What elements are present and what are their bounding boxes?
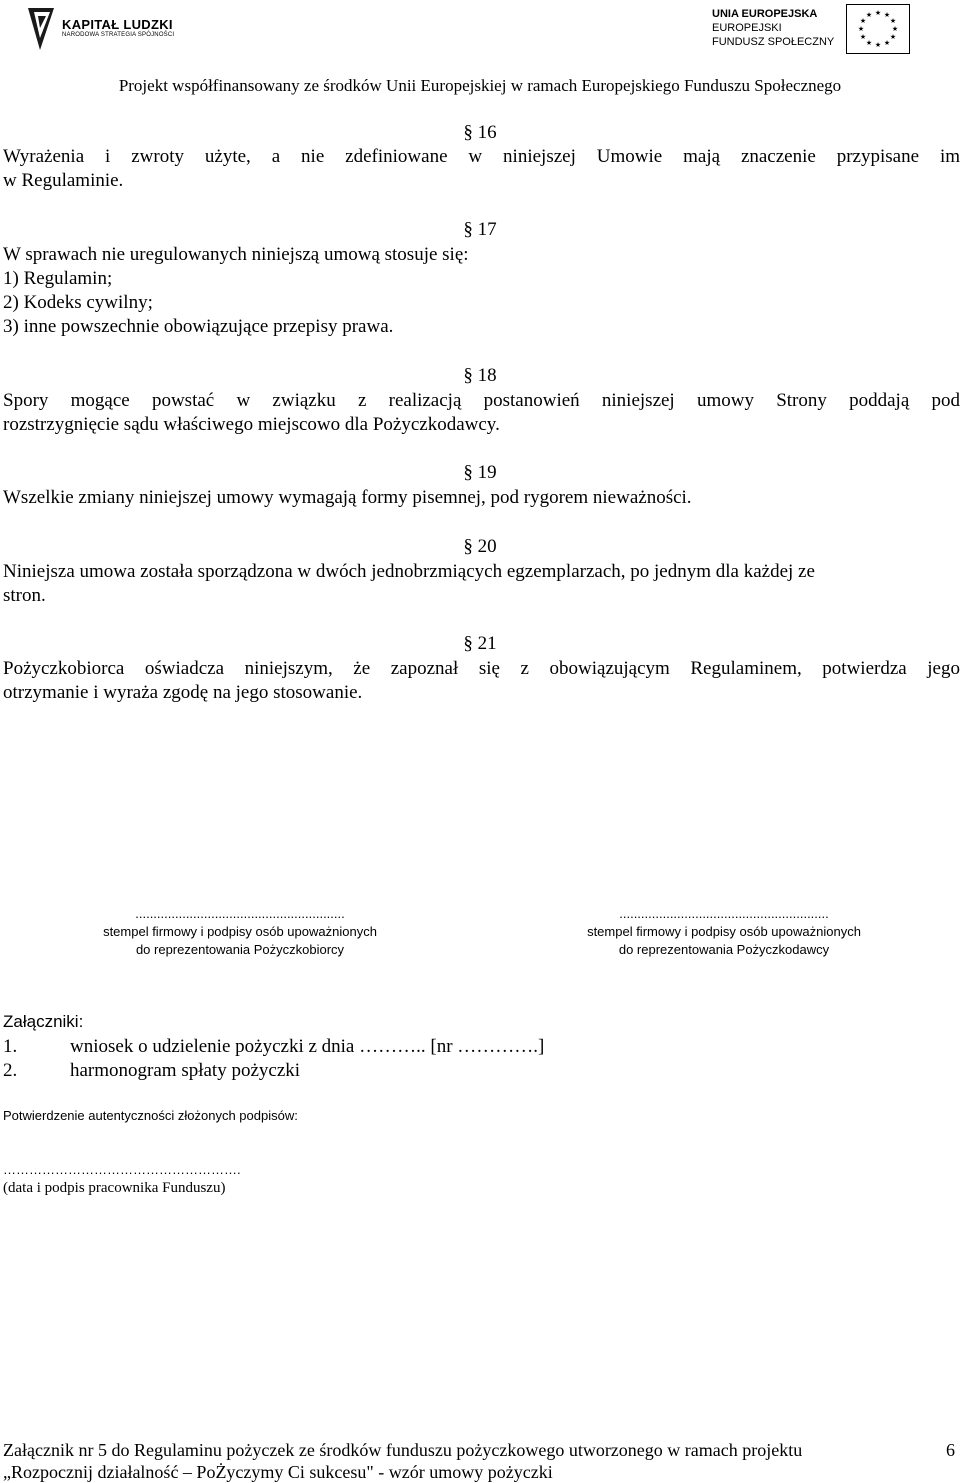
cofinancing-note: Projekt współfinansowany ze środków Unii Europejskiej w ramach Europejskiego Funduszu Społecznego: [118, 76, 842, 95]
signature-caption-borrower-line1: stempel firmowy i podpisy osób upoważnionych: [103, 924, 377, 939]
svg-text:★: ★: [889, 33, 897, 41]
kapital-ludzki-emblem-icon: [26, 6, 56, 50]
eu-logo: [712, 4, 910, 54]
section-19-heading: § 19: [463, 462, 497, 483]
signature-caption-lender-line1: stempel firmowy i podpisy osób upoważnionych: [587, 924, 861, 939]
verification-label: Potwierdzenie autentyczności złożonych podpisów:: [3, 1108, 298, 1123]
svg-text:★: ★: [874, 9, 882, 17]
section-17-line4: 3) inne powszechnie obowiązujące przepisy prawa.: [3, 316, 394, 337]
svg-text:★: ★: [865, 11, 873, 19]
svg-text:★: ★: [874, 41, 882, 49]
section-16-line1: Wyrażenia i zwroty użyte, a nie zdefiniowane w niniejszej Umowie mają znaczenie przypisane im: [3, 146, 960, 167]
signature-caption-lender-line2: do reprezentowania Pożyczkodawcy: [618, 942, 830, 957]
attachment-2-text: harmonogram spłaty pożyczki: [70, 1060, 301, 1081]
eu-logo-line1: UNIA EUROPEJSKA: [712, 8, 818, 21]
section-19-line1: Wszelkie zmiany niniejszej umowy wymagają formy pisemnej, pod rygorem nieważności.: [3, 487, 692, 508]
section-21-line2: otrzymanie i wyraża zgodę na jego stosowanie.: [3, 682, 363, 703]
svg-text:★: ★: [857, 25, 865, 33]
svg-text:★: ★: [883, 11, 891, 19]
section-21-line1: Pożyczkobiorca oświadcza niniejszym, że zapoznał się z obowiązującym Regulaminem, potwierdza jego: [3, 658, 960, 679]
attachment-1-number: 1.: [3, 1036, 18, 1057]
svg-text:★: ★: [891, 25, 899, 33]
section-17-line1: W sprawach nie uregulowanych niniejszą umową stosuje się:: [3, 244, 469, 265]
signature-caption-borrower-line2: do reprezentowania Pożyczkobiorcy: [135, 942, 345, 957]
footer-line1: Załącznik nr 5 do Regulaminu pożyczek ze środków funduszu pożyczkowego utworzonego w ramach projektu: [3, 1440, 803, 1460]
svg-text:★: ★: [889, 17, 897, 25]
verification-dots: ……………………………………………….: [3, 1162, 241, 1177]
signature-dots-lender: ..........................................................: [619, 906, 829, 921]
eu-logo-line2: EUROPEJSKI: [712, 22, 782, 35]
section-16-line2: w Regulaminie.: [3, 170, 124, 191]
section-18-line2: rozstrzygnięcie sądu właściwego miejscowo dla Pożyczkodawcy.: [3, 414, 500, 435]
verification-caption: (data i podpis pracownika Funduszu): [3, 1180, 226, 1196]
kapital-ludzki-subtitle: NARODOWA STRATEGIA SPÓJNOŚCI: [62, 31, 175, 38]
section-20-line1: Niniejsza umowa została sporządzona w dwóch jednobrzmiących egzemplarzach, po jednym dla każdej ze: [3, 561, 815, 582]
page-number: 6: [946, 1440, 955, 1460]
kapital-ludzki-logo: [26, 4, 186, 52]
section-20-line2: stron.: [3, 585, 46, 606]
eu-logo-line3: FUNDUSZ SPOŁECZNY: [712, 35, 835, 48]
signature-dots-borrower: ..........................................................: [135, 906, 345, 921]
attachment-1-text: wniosek o udzielenie pożyczki z dnia ……….. [nr ………….]: [70, 1036, 545, 1057]
eu-flag-icon: [846, 4, 910, 54]
section-18-line1: Spory mogące powstać w związku z realizacją postanowień niniejszej umowy Strony poddają pod: [3, 390, 960, 411]
signature-block-lender: [562, 905, 886, 959]
attachment-2-number: 2.: [3, 1060, 18, 1081]
svg-text:★: ★: [859, 17, 867, 25]
svg-text:★: ★: [865, 39, 873, 47]
section-17-line2: 1) Regulamin;: [3, 268, 113, 289]
svg-text:★: ★: [859, 33, 867, 41]
section-17-heading: § 17: [463, 219, 497, 240]
kapital-ludzki-title: KAPITAŁ LUDZKI: [62, 16, 173, 32]
section-16-heading: § 16: [463, 122, 497, 143]
svg-text:★: ★: [883, 39, 891, 47]
section-21-heading: § 21: [463, 633, 497, 654]
attachments-heading: Załączniki:: [3, 1012, 84, 1031]
signature-block-borrower: [80, 905, 400, 959]
section-20-heading: § 20: [463, 536, 497, 557]
footer-line2: „Rozpocznij działalność – PoŻyczymy Ci sukcesu" - wzór umowy pożyczki: [3, 1462, 553, 1482]
section-18-heading: § 18: [463, 365, 497, 386]
section-17-line3: 2) Kodeks cywilny;: [3, 292, 153, 313]
